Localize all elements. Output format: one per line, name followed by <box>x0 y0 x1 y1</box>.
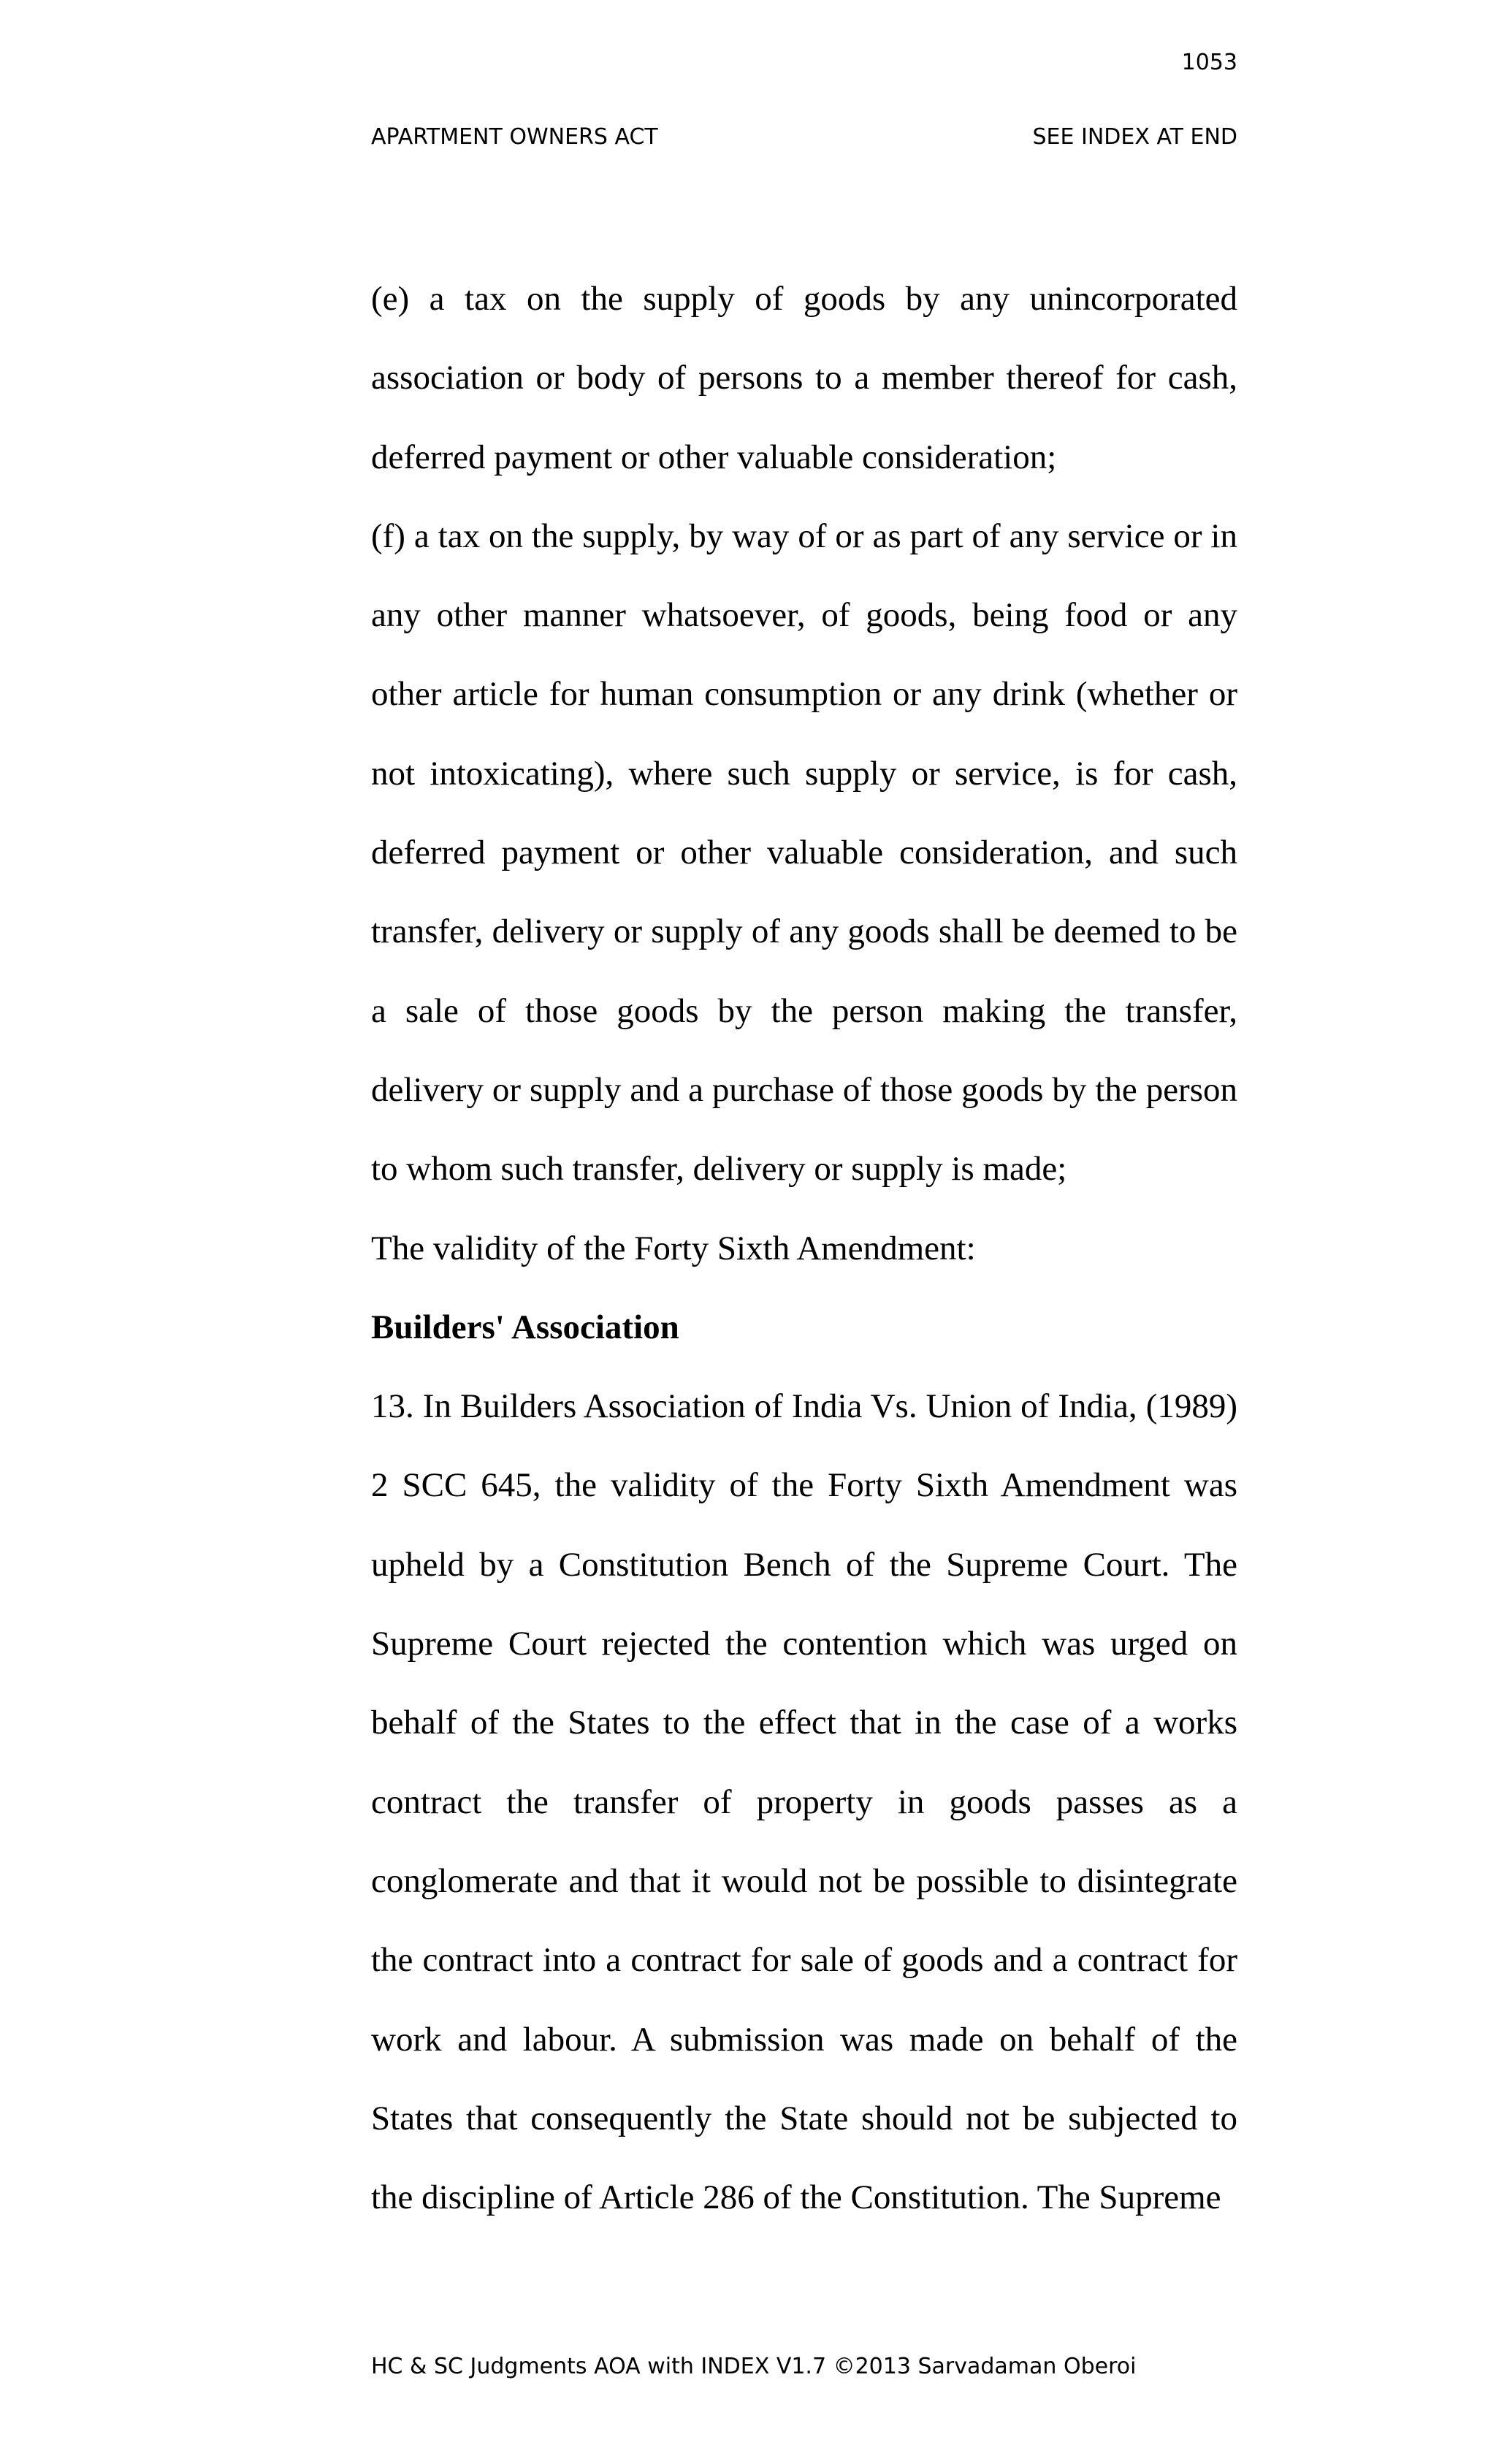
paragraph-amendment-validity: The validity of the Forty Sixth Amendment: <box>371 1229 976 1267</box>
page-footer: HC & SC Judgments AOA with INDEX V1.7 ©2013 Sarvadaman Oberoi <box>371 2354 1137 2379</box>
paragraph-13: 13. In Builders Association of India Vs. Union of India, (1989) 2 SCC 645, the validity of the Forty Sixth Amendment was upheld by a Constitution Bench of the Supreme Court. The Supreme Court rejected the contention which was urged on behalf of the States to the effect that in the case of a works contract the transfer of property in goods passes as a conglomerate and that it would not be possible to disintegrate the contract into a contract for sale of goods and a contract for work and labour. A submission was made on behalf of the States that consequently the State should not be subjected to the discipline of Article 286 of the Constitution. The Supreme <box>371 1387 1237 2217</box>
running-header-index-note: SEE INDEX AT END <box>1032 124 1237 150</box>
paragraph-clause-e: (e) a tax on the supply of goods by any unincorporated association or body of persons to a member thereof for cash, deferred payment or other valuable consideration; <box>371 280 1237 476</box>
paragraph-clause-f: (f) a tax on the supply, by way of or as part of any service or in any other manner whatsoever, of goods, being food or any other article for human consumption or any drink (whether or not intoxicating), where such supply or service, is for cash, deferred payment or other valuable consideration, and such transfer, delivery or supply of any goods shall be deemed to be a sale of those goods by the person making the transfer, delivery or supply and a purchase of those goods by the person to whom such transfer, delivery or supply is made; <box>371 516 1237 1189</box>
page-number: 1053 <box>1181 50 1237 75</box>
page-body <box>371 259 1237 2237</box>
section-heading: Builders' Association <box>371 1308 679 1346</box>
running-header-title: APARTMENT OWNERS ACT <box>371 124 658 150</box>
